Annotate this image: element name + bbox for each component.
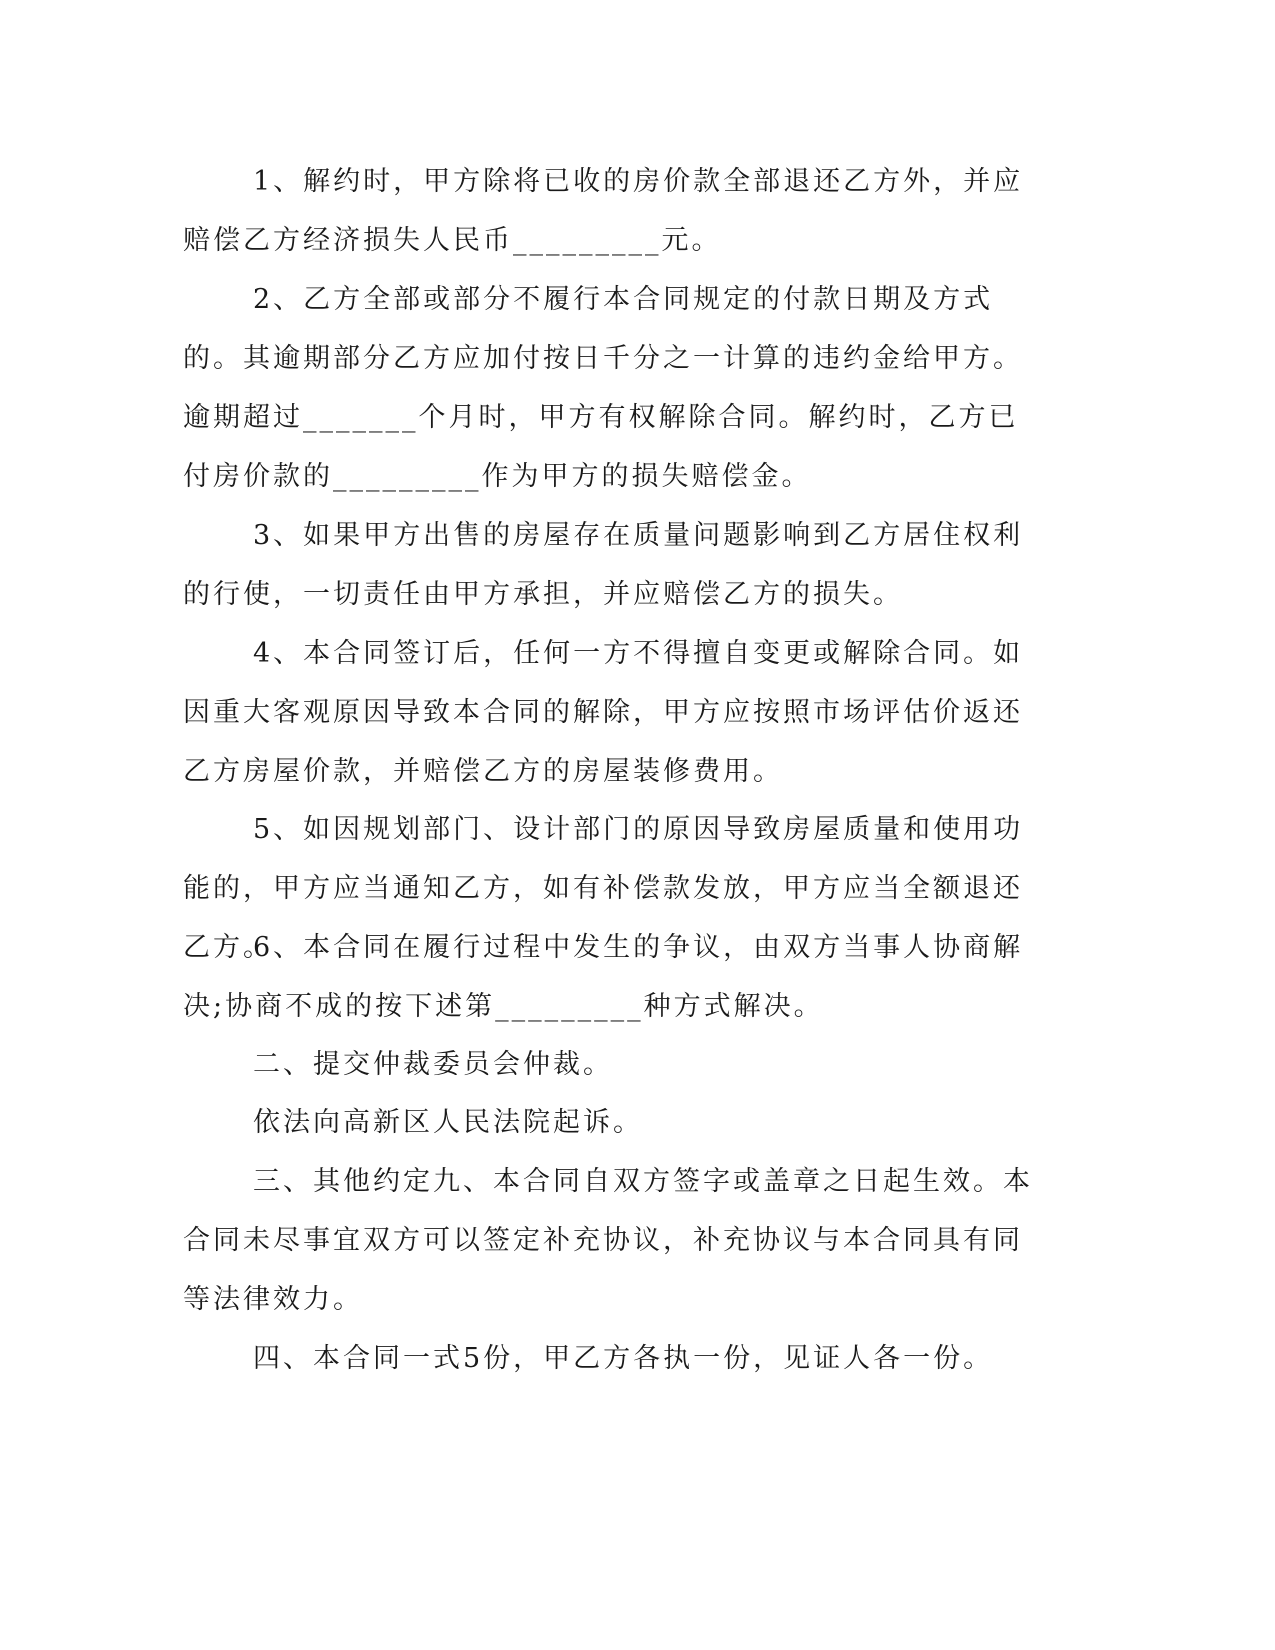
dispute-option-court: 依法向高新区人民法院起诉。 bbox=[253, 1107, 643, 1138]
dispute-option-arbitration: 二、提交仲裁委员会仲裁。 bbox=[253, 1049, 613, 1080]
other-agreements: 三、其他约定九、本合同自双方签字或盖章之日起生效。本合同未尽事宜双方可以签定补充协议，补充协议与本合同具有同等法律效力。 bbox=[183, 1166, 1033, 1315]
copies-clause: 四、本合同一式5份，甲乙方各执一份，见证人各一份。 bbox=[253, 1343, 994, 1374]
clause-1: 1、解约时，甲方除将已收的房价款全部退还乙方外，并应赔偿乙方经济损失人民币_________元。 bbox=[183, 166, 1024, 256]
clause-2: 2、乙方全部或部分不履行本合同规定的付款日期及方式的。其逾期部分乙方应加付按日千分之一计算的违约金给甲方。逾期超过_______个月时，甲方有权解除合同。解约时，乙方已付房价款的_________作为甲方的损失赔偿金。 bbox=[183, 284, 1023, 492]
clause-6: 6、本合同在履行过程中发生的争议，由双方当事人协商解决;协商不成的按下述第_________种方式解决。 bbox=[183, 932, 1024, 1022]
clause-3: 3、如果甲方出售的房屋存在质量问题影响到乙方居住权利的行使，一切责任由甲方承担，并应赔偿乙方的损失。 bbox=[183, 520, 1024, 610]
clause-4: 4、本合同签订后，任何一方不得擅自变更或解除合同。如因重大客观原因导致本合同的解除，甲方应按照市场评估价返还乙方房屋价款，并赔偿乙方的房屋装修费用。 bbox=[183, 638, 1024, 787]
clause-5: 5、如因规划部门、设计部门的原因导致房屋质量和使用功能的，甲方应当通知乙方，如有补偿款发放，甲方应当全额退还乙方。 bbox=[183, 814, 1024, 963]
